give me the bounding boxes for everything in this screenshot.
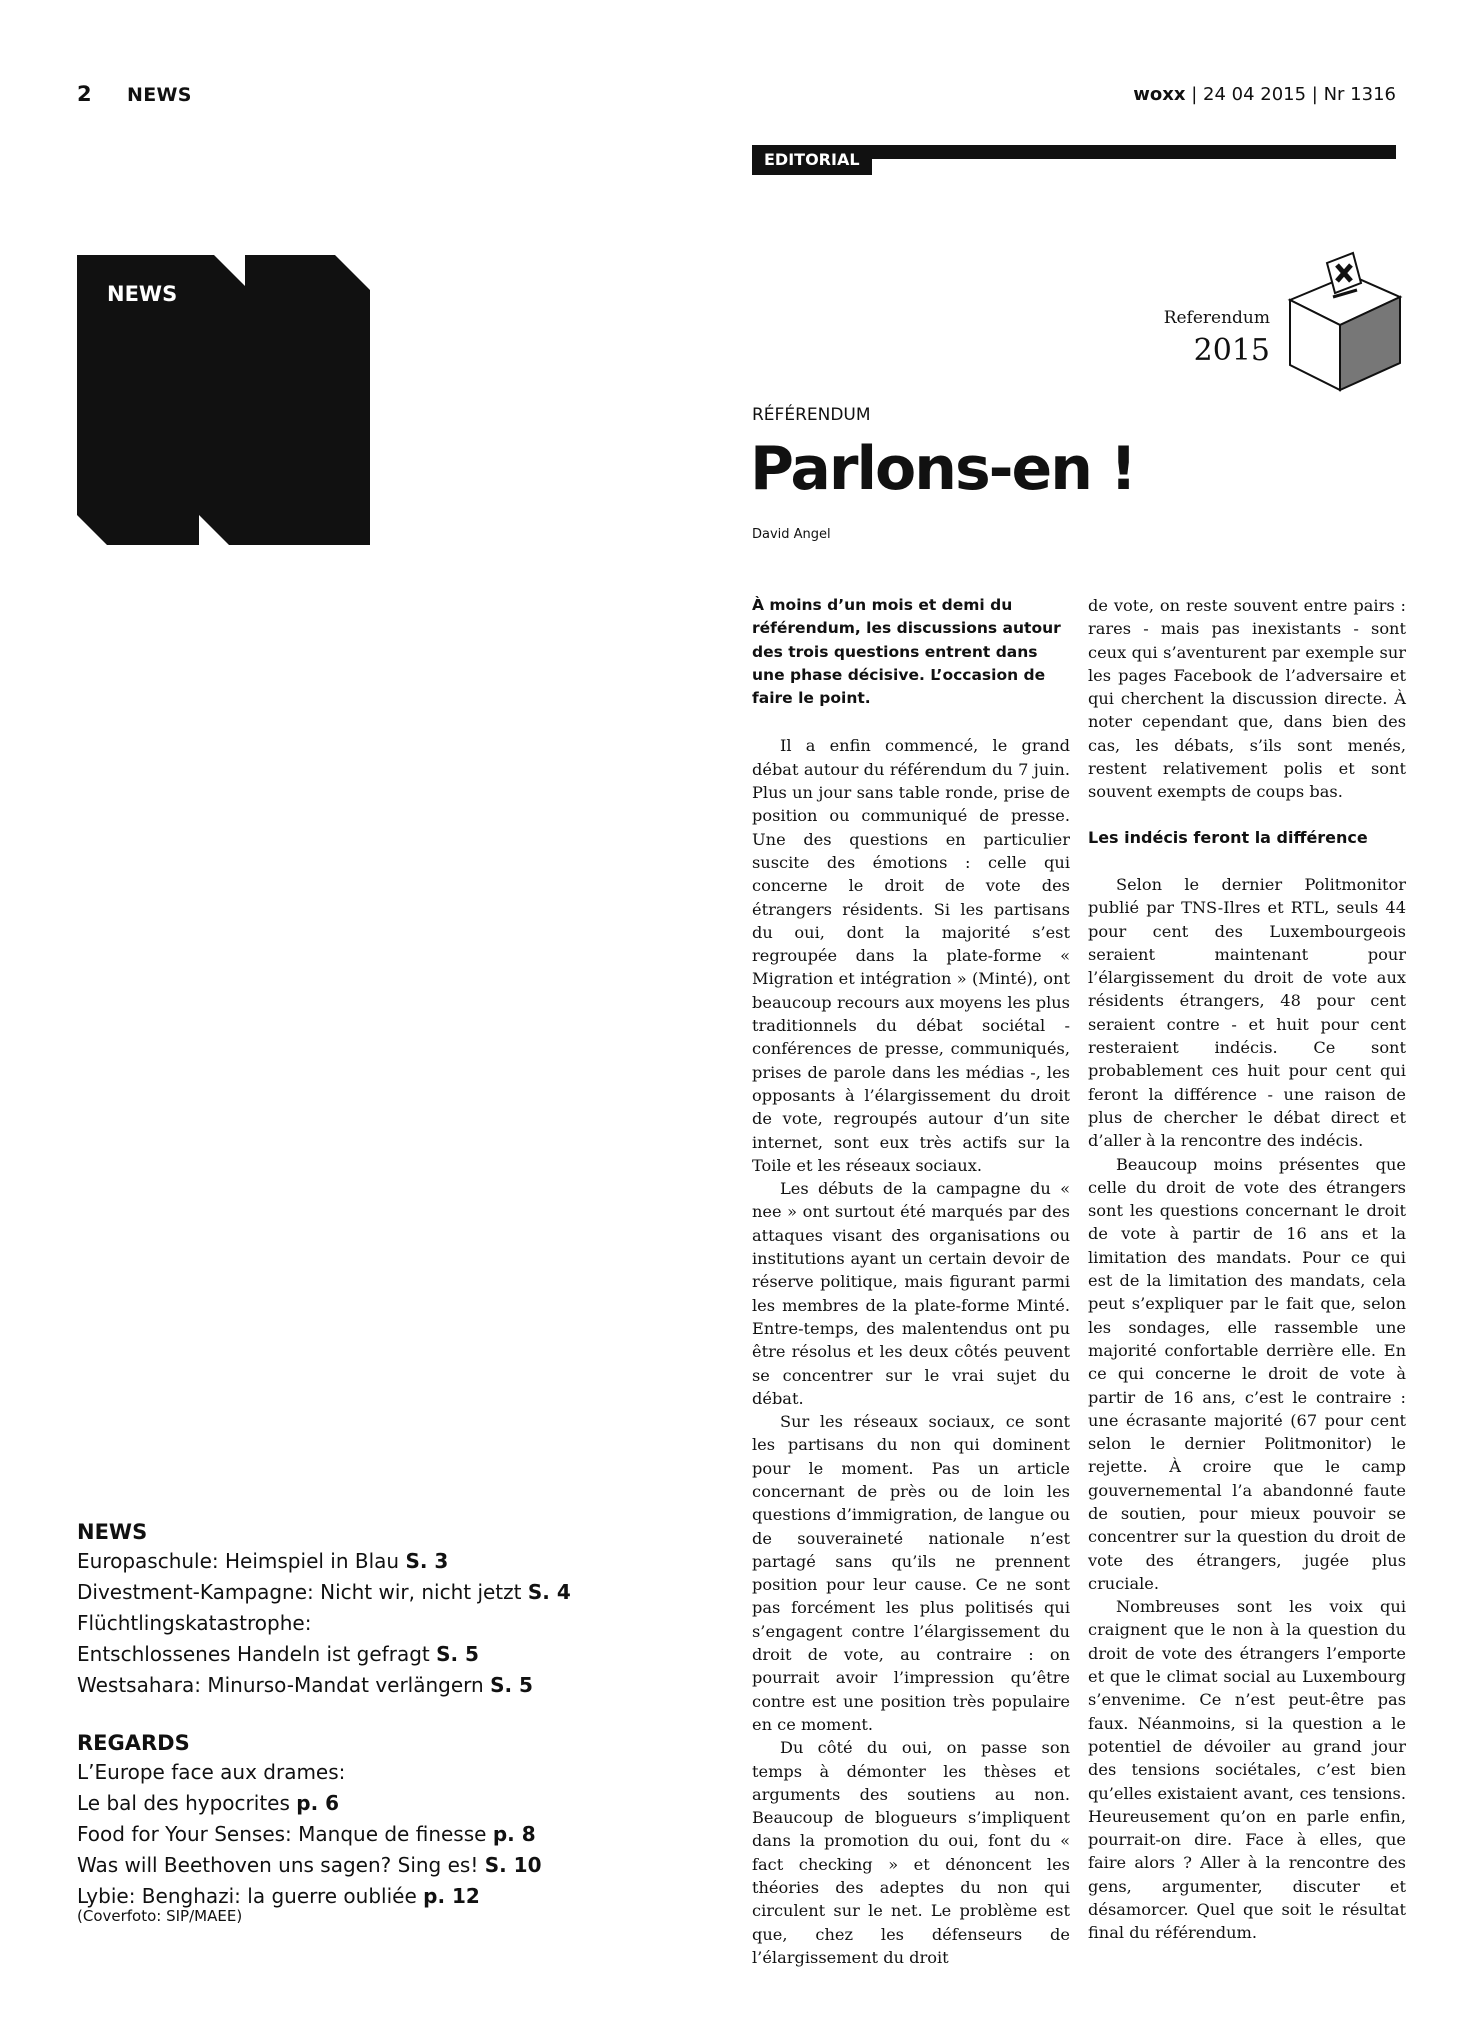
article-paragraph: Beaucoup moins présentes que celle du droit de vote des étrangers sont les questions concernant le droit de vote à partir de 16 ans et la limitation des mandats. Pour ce qui est de la limitation des mandats, cela peut s’expliquer par le fait que, selon les sondages, elle rassemble une majorité confortable derrière elle. En ce qui concerne le droit de vote à partir de 16 ans, c’est le contraire : une écrasante majorité (67 pour cent selon le dernier Politmonitor) le rejette. À croire que le camp gouvernemental l’a abandonné faute de soutien, pour mieux pouvoir se concentrer sur la question du droit de vote des étrangers, jugée plus cruciale. [1088, 1154, 1406, 1593]
article-lead: À moins d’un mois et demi du référendum, les discussions autour des trois questions entrent dans une phase décisive. L’occasion de faire le point. [752, 596, 1061, 708]
article-paragraph: Il a enfin commencé, le grand débat autour du référendum du 7 juin. Plus un jour sans table ronde, prise de position ou communiqué de presse. Une des questions en particulier suscite des émotions : celle qui concerne le droit de vote des étrangers résidents. Si les partisans du oui, dont la majorité s’est regroupée dans la plate-forme « Migration et intégration » (Minté), ont beaucoup recours aux moyens les plus traditionnels du débat sociétal - conférences de presse, communiqués, prises de parole dans les médias -, les opposants à l’élargissement du droit de vote, regroupés autour d’un site internet, sont eux très actifs sur la Toile et les réseaux sociaux. [752, 736, 1070, 1175]
article-paragraph: Sur les réseaux sociaux, ce sont les partisans du non qui dominent pour le moment. Pas un article concernant de près ou de loin les questions d’immigration, de langue ou de souveraineté nationale n’est partagé sans qu’ils ne prennent position pour leur cause. Ce ne sont pas forcément les plus politisés qui s’engagent contre l’élargissement du droit de vote, au contraire : on pourrait avoir l’impression qu’être contre est une position très populaire en ce moment. [752, 1412, 1070, 1734]
toc-item[interactable]: Le bal des hypocrites p. 6 [77, 1791, 340, 1815]
article-column-2 [1088, 594, 1406, 1945]
toc-item[interactable]: Divestment-Kampagne: Nicht wir, nicht jetzt S. 4 [77, 1580, 571, 1604]
issue-number: Nr 1316 [1323, 84, 1396, 105]
badge-year: 2015 [1193, 333, 1270, 368]
toc-item[interactable]: Lybie: Benghazi: la guerre oubliée p. 12 [77, 1884, 480, 1908]
table-of-contents [77, 1520, 637, 1912]
logo-label: NEWS [107, 282, 178, 306]
toc-regards-heading: REGARDS [77, 1731, 190, 1755]
badge-label: Referendum [1163, 308, 1270, 328]
ballot-box-icon [1275, 245, 1405, 395]
toc-item[interactable]: Food for Your Senses: Manque de finesse p. 8 [77, 1822, 536, 1846]
article-paragraph: Nombreuses sont les voix qui craignent que le non à la question du droit de vote des étrangers l’emporte et que le climat social au Luxembourg s’envenime. Ce n’est peut-être pas faux. Néanmoins, si la question a le potentiel de dévoiler au grand jour des tensions sociétales, c’est bien qu’elles existaient avant, ces tensions. Heureusement qu’on en parle enfin, pourrait-on dire. Face à elles, que faire alors ? Aller à la rencontre des gens, argumenter, discuter et désamorcer. Quel que soit le résultat final du référendum. [1088, 1597, 1406, 1943]
issue-date: 24 04 2015 [1203, 84, 1307, 105]
article-paragraph: Du côté du oui, on passe son temps à démonter les thèses et arguments des soutiens au non. Beaucoup de blogueurs s’impliquent dans la promotion du oui, font du « fact checking » et dénoncent les théories des adeptes du non qui circulent sur le net. Le problème est que, chez les défenseurs de l’élargissement du droit [752, 1738, 1070, 1967]
article-paragraph: Les débuts de la campagne du « nee » ont surtout été marqués par des attaques visant des organisations ou institutions ayant un certain devoir de réserve politique, mais figurant parmi les membres de la plate-forme Minté. Entre-temps, des malentendus ont pu être résolus et les deux côtés peuvent se concentrer sur le vrai sujet du débat. [752, 1179, 1070, 1408]
article-headline: Parlons-en ! [750, 434, 1136, 504]
toc-item[interactable]: Entschlossenes Handeln ist gefragt S. 5 [77, 1642, 479, 1666]
masthead-separator: | [1311, 84, 1324, 105]
cover-photo-credit: (Coverfoto: SIP/MAEE) [77, 1907, 243, 1925]
article-paragraph: de vote, on reste souvent entre pairs : rares - mais pas inexistants - sont ceux qui s’aventurent par exemple sur les pages Facebook de l’adversaire et qui cherchent la discussion directe. À noter cependant que, dans bien des cas, les débats, s’ils sont menés, restent relativement polis et sont souvent exempts de coups bas. [1088, 596, 1406, 802]
toc-item[interactable]: Was will Beethoven uns sagen? Sing es! S. 10 [77, 1853, 542, 1877]
toc-item[interactable]: L’Europe face aux drames: [77, 1760, 346, 1784]
article-author: David Angel [752, 527, 831, 542]
toc-news-heading: NEWS [77, 1520, 148, 1544]
page-number: 2 [77, 82, 92, 106]
publication-name: woxx [1133, 84, 1186, 105]
article-kicker: RÉFÉRENDUM [752, 405, 871, 425]
article-paragraph: Selon le dernier Politmonitor publié par TNS-Ilres et RTL, seuls 44 pour cent des Luxembourgeois seraient maintenant pour l’élargissement du droit de vote aux résidents étrangers, 48 pour cent seraient contre - et huit pour cent resteraient indécis. Ce sont probablement ces huit pour cent qui feront la différence - une raison de plus de chercher le débat direct et d’aller à la rencontre des indécis. [1088, 874, 1406, 1151]
article-column-1 [752, 594, 1070, 1969]
section-label: NEWS [127, 84, 192, 106]
editorial-tab: EDITORIAL [752, 145, 872, 175]
article-subheading: Les indécis feront la différence [1088, 827, 1368, 847]
toc-item[interactable]: Flüchtlingskatastrophe: [77, 1611, 312, 1635]
toc-item[interactable]: Europaschule: Heimspiel in Blau S. 3 [77, 1549, 449, 1573]
masthead [1133, 84, 1396, 105]
toc-item[interactable]: Westsahara: Minurso-Mandat verlängern S. 5 [77, 1673, 533, 1697]
masthead-separator: | [1191, 84, 1203, 105]
